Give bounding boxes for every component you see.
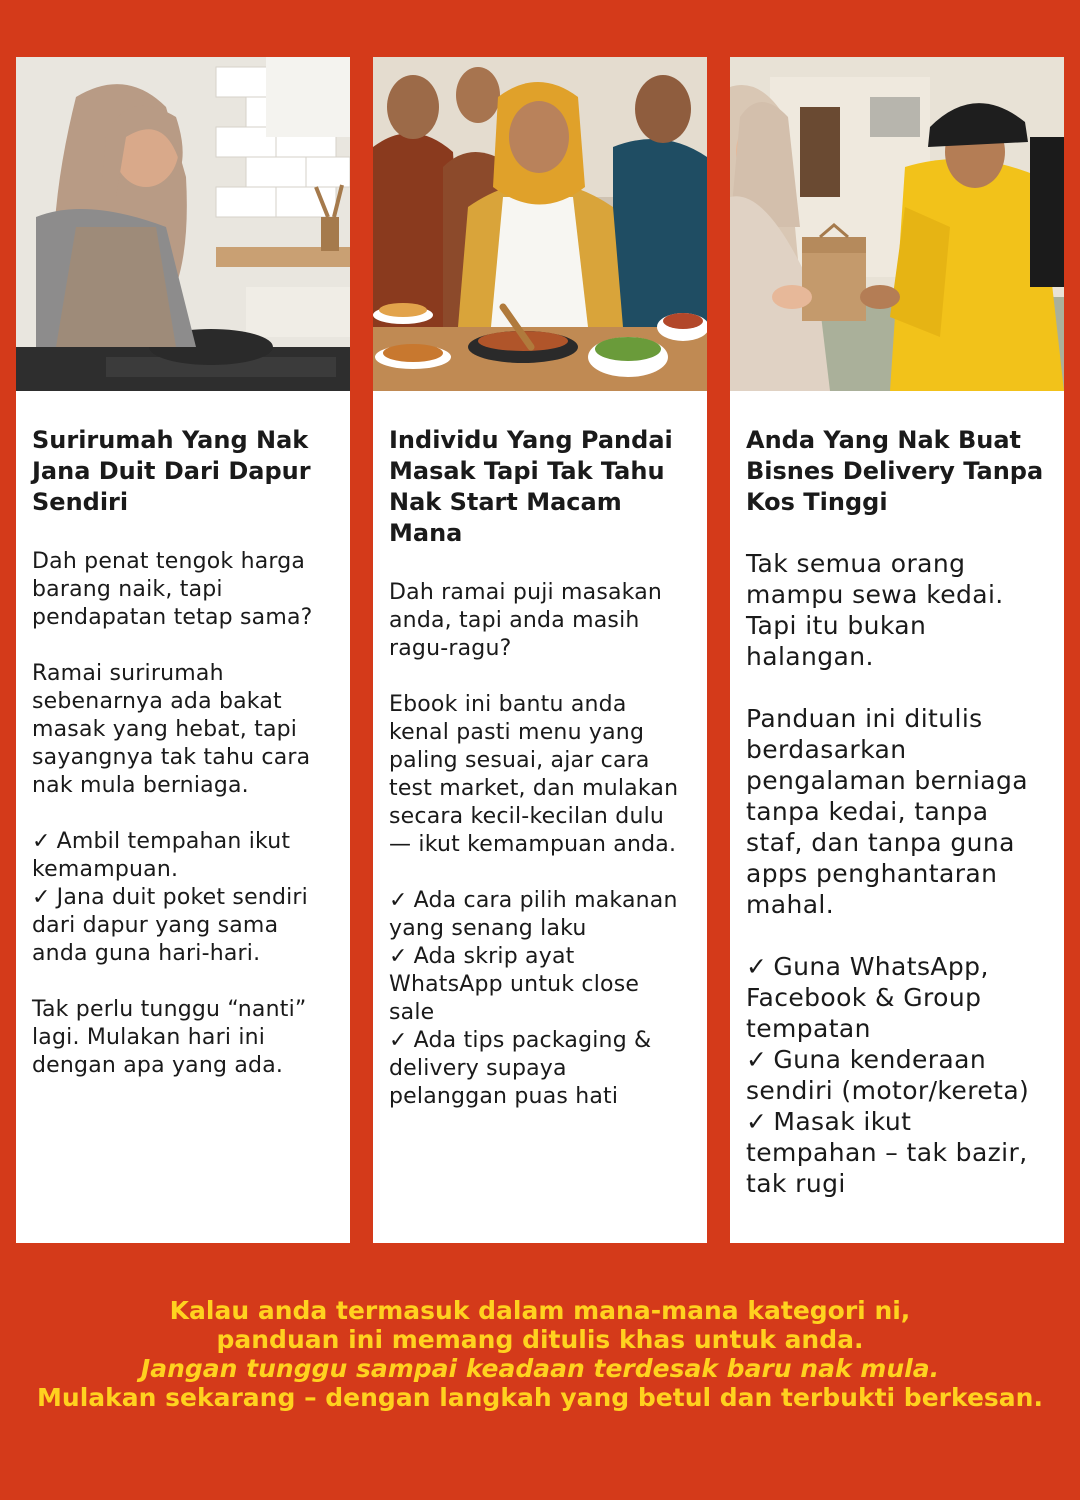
- card-title: Individu Yang Pandai Masak Tapi Tak Tahu Nak Start Macam Mana: [389, 426, 673, 547]
- footer-line: panduan ini memang ditulis khas untuk anda.: [216, 1325, 864, 1354]
- check-icon: ✓: [746, 1107, 768, 1136]
- card-title: Surirumah Yang Nak Jana Duit Dari Dapur Sendiri: [32, 426, 311, 516]
- card-paragraph: Tak semua orang mampu sewa kedai. Tapi itu bukan halangan.: [746, 549, 1004, 671]
- checklist-item: ✓ Ada skrip ayat WhatsApp untuk close sale: [389, 944, 640, 1025]
- check-icon: ✓: [389, 1028, 408, 1053]
- checklist: [746, 951, 1048, 1199]
- checklist-item: ✓ Jana duit poket sendiri dari dapur yang sama anda guna hari-hari.: [32, 885, 308, 966]
- card-paragraph: Dah penat tengok harga barang naik, tapi pendapatan tetap sama?: [32, 549, 313, 630]
- checklist-item: ✓ Masak ikut tempahan – tak bazir, tak rugi: [746, 1107, 1028, 1198]
- card-paragraph: Ramai surirumah sebenarnya ada bakat masak yang hebat, tapi sayangnya tak tahu cara nak mula berniaga.: [32, 661, 311, 798]
- audience-card-housewife: [16, 57, 350, 1243]
- audience-card-home-cook: [373, 57, 707, 1243]
- check-icon: ✓: [32, 885, 51, 910]
- card-title: Anda Yang Nak Buat Bisnes Delivery Tanpa Kos Tinggi: [746, 426, 1044, 516]
- card-closing: Tak perlu tunggu “nanti” lagi. Mulakan hari ini dengan apa yang ada.: [32, 997, 307, 1078]
- check-icon: ✓: [746, 1045, 768, 1074]
- checklist-item: ✓ Ada cara pilih makanan yang senang laku: [389, 888, 678, 941]
- check-icon: ✓: [746, 952, 768, 981]
- checklist-item: ✓ Guna kenderaan sendiri (motor/kereta): [746, 1045, 1030, 1105]
- card-paragraph: Panduan ini ditulis berdasarkan pengalaman berniaga tanpa kedai, tanpa staf, dan tanpa guna apps penghantaran mahal.: [746, 704, 1029, 919]
- card-paragraph: Ebook ini bantu anda kenal pasti menu yang paling sesuai, ajar cara test market, dan mulakan secara kecil-kecilan dulu — ikut kemampuan anda.: [389, 692, 679, 857]
- checklist-item: ✓ Ada tips packaging & delivery supaya pelanggan puas hati: [389, 1028, 652, 1109]
- footer-line: Mulakan sekarang – dengan langkah yang betul dan terbukti berkesan.: [37, 1383, 1043, 1412]
- check-icon: ✓: [32, 829, 51, 854]
- footer-line: Kalau anda termasuk dalam mana-mana kategori ni,: [169, 1296, 911, 1325]
- checklist-item: ✓ Guna WhatsApp, Facebook & Group tempatan: [746, 952, 989, 1043]
- cooking-group-photo: [373, 57, 707, 391]
- checklist: [32, 828, 334, 968]
- checklist: [389, 887, 691, 1111]
- cooking-woman-photo: [16, 57, 350, 391]
- check-icon: ✓: [389, 944, 408, 969]
- card-paragraph: Dah ramai puji masakan anda, tapi anda masih ragu-ragu?: [389, 580, 663, 661]
- footer-line: Jangan tunggu sampai keadaan terdesak baru nak mula.: [140, 1354, 940, 1383]
- checklist-item: ✓ Ambil tempahan ikut kemampuan.: [32, 829, 291, 882]
- check-icon: ✓: [389, 888, 408, 913]
- footer-cta: [0, 1296, 1080, 1412]
- delivery-handover-photo: [730, 57, 1064, 391]
- audience-card-delivery: [730, 57, 1064, 1243]
